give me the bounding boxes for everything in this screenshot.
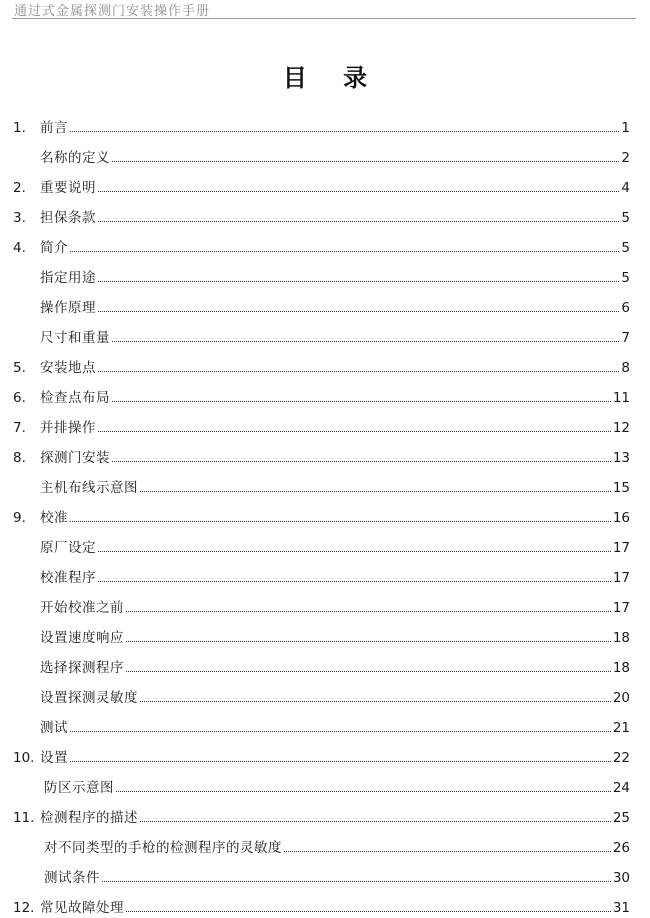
- toc-entry-label: 选择探测程序: [40, 660, 124, 676]
- dot-leader: [112, 161, 619, 162]
- toc-entry-number: 9.: [13, 510, 26, 526]
- toc-entry-page-number: 8: [621, 360, 630, 376]
- dot-leader: [98, 431, 611, 432]
- toc-entry[interactable]: [0, 448, 650, 468]
- toc-entry-number: 11.: [13, 810, 35, 826]
- header-rule: [12, 18, 636, 19]
- toc-entry-label: 测试: [40, 720, 68, 736]
- toc-entry-number: 3.: [13, 210, 26, 226]
- dot-leader: [98, 221, 619, 222]
- toc-entry-page-number: 31: [612, 900, 630, 916]
- toc-entry-page-number: 15: [612, 480, 630, 496]
- toc-entry-page-number: 13: [612, 450, 630, 466]
- toc-entry[interactable]: [0, 628, 650, 648]
- toc-entry-label: 主机布线示意图: [40, 480, 138, 496]
- toc-entry-label: 开始校准之前: [40, 600, 124, 616]
- toc-entry-label: 设置: [40, 750, 68, 766]
- toc-entry-label: 安装地点: [40, 360, 96, 376]
- dot-leader: [98, 581, 611, 582]
- dot-leader: [140, 701, 611, 702]
- toc-entry-number: 7.: [13, 420, 26, 436]
- toc-entry-page-number: 5: [621, 270, 630, 286]
- toc-entry-page-number: 7: [621, 330, 630, 346]
- toc-entry-number: 1.: [13, 120, 26, 136]
- dot-leader: [116, 791, 611, 792]
- toc-entry-page-number: 11: [612, 390, 630, 406]
- toc-entry-page-number: 2: [621, 150, 630, 166]
- toc-entry-label: 简介: [40, 240, 68, 256]
- toc-entry-label: 重要说明: [40, 180, 96, 196]
- dot-leader: [112, 401, 611, 402]
- toc-entry[interactable]: [0, 298, 650, 318]
- toc-entry-number: 10.: [13, 750, 35, 766]
- dot-leader: [112, 461, 611, 462]
- dot-leader: [126, 671, 611, 672]
- toc-entry-label: 设置探测灵敏度: [40, 690, 138, 706]
- dot-leader: [98, 371, 619, 372]
- toc-entry[interactable]: [0, 268, 650, 288]
- dot-leader: [140, 821, 611, 822]
- toc-entry[interactable]: [0, 598, 650, 618]
- toc-entry-page-number: 17: [612, 570, 630, 586]
- toc-entry[interactable]: [0, 898, 650, 918]
- toc-entry[interactable]: [0, 868, 650, 888]
- dot-leader: [70, 731, 611, 732]
- toc-entry[interactable]: [0, 118, 650, 138]
- page-title: 目 录: [282, 64, 382, 92]
- toc-entry[interactable]: [0, 328, 650, 348]
- dot-leader: [70, 521, 611, 522]
- toc-entry-page-number: 17: [612, 540, 630, 556]
- dot-leader: [98, 551, 611, 552]
- toc-entry[interactable]: [0, 838, 650, 858]
- toc-entry-label: 测试条件: [44, 870, 100, 886]
- toc-entry[interactable]: [0, 508, 650, 528]
- toc-entry-label: 担保条款: [40, 210, 96, 226]
- toc-entry-label: 前言: [40, 120, 68, 136]
- toc-entry[interactable]: [0, 658, 650, 678]
- toc-entry[interactable]: [0, 688, 650, 708]
- toc-entry[interactable]: [0, 178, 650, 198]
- dot-leader: [140, 491, 611, 492]
- toc-entry-label: 校准程序: [40, 570, 96, 586]
- toc-entry-page-number: 4: [621, 180, 630, 196]
- dot-leader: [126, 911, 611, 912]
- dot-leader: [126, 611, 611, 612]
- toc-entry-label: 常见故障处理: [40, 900, 124, 916]
- toc-entry[interactable]: [0, 778, 650, 798]
- toc-entry-page-number: 30: [612, 870, 630, 886]
- dot-leader: [98, 281, 619, 282]
- toc-entry[interactable]: [0, 568, 650, 588]
- toc-entry-page-number: 18: [612, 660, 630, 676]
- toc-entry[interactable]: [0, 538, 650, 558]
- dot-leader: [102, 881, 611, 882]
- toc-entry[interactable]: [0, 208, 650, 228]
- toc-entry[interactable]: [0, 238, 650, 258]
- toc-entry[interactable]: [0, 808, 650, 828]
- dot-leader: [70, 131, 619, 132]
- toc-entry-page-number: 17: [612, 600, 630, 616]
- toc-entry-label: 对不同类型的手枪的检测程序的灵敏度: [44, 840, 282, 856]
- toc-entry-page-number: 5: [621, 210, 630, 226]
- toc-entry[interactable]: [0, 388, 650, 408]
- toc-entry[interactable]: [0, 358, 650, 378]
- dot-leader: [126, 641, 611, 642]
- toc-entry-page-number: 26: [612, 840, 630, 856]
- running-header: 通过式金属探测门安装操作手册: [14, 4, 211, 19]
- toc-entry-page-number: 25: [612, 810, 630, 826]
- toc-entry-number: 6.: [13, 390, 26, 406]
- dot-leader: [70, 761, 611, 762]
- dot-leader: [98, 311, 619, 312]
- toc-entry-page-number: 18: [612, 630, 630, 646]
- toc-entry-number: 2.: [13, 180, 26, 196]
- toc-entry-label: 探测门安装: [40, 450, 110, 466]
- toc-entry-label: 尺寸和重量: [40, 330, 110, 346]
- toc-entry-page-number: 24: [612, 780, 630, 796]
- dot-leader: [98, 191, 619, 192]
- toc-entry-page-number: 16: [612, 510, 630, 526]
- toc-entry-label: 检测程序的描述: [40, 810, 138, 826]
- toc-entry-number: 4.: [13, 240, 26, 256]
- toc-entry-number: 12.: [13, 900, 35, 916]
- toc-entry-label: 设置速度响应: [40, 630, 124, 646]
- toc-entry-page-number: 22: [612, 750, 630, 766]
- toc-entry[interactable]: [0, 148, 650, 168]
- toc-entry[interactable]: [0, 748, 650, 768]
- dot-leader: [70, 251, 619, 252]
- toc-entry-page-number: 6: [621, 300, 630, 316]
- toc-entry-label: 校准: [40, 510, 68, 526]
- toc-entry-page-number: 20: [612, 690, 630, 706]
- toc-entry[interactable]: [0, 718, 650, 738]
- toc-entry-page-number: 21: [612, 720, 630, 736]
- toc-entry-number: 5.: [13, 360, 26, 376]
- toc-entry[interactable]: [0, 478, 650, 498]
- toc-entry-label: 名称的定义: [40, 150, 110, 166]
- toc-entry[interactable]: [0, 418, 650, 438]
- dot-leader: [112, 341, 619, 342]
- toc-entry-label: 指定用途: [40, 270, 96, 286]
- toc-entry-page-number: 1: [621, 120, 630, 136]
- toc-entry-label: 操作原理: [40, 300, 96, 316]
- toc-entry-label: 并排操作: [40, 420, 96, 436]
- toc-entry-label: 防区示意图: [44, 780, 114, 796]
- toc-entry-page-number: 5: [621, 240, 630, 256]
- toc-entry-page-number: 12: [612, 420, 630, 436]
- dot-leader: [284, 851, 611, 852]
- toc-entry-label: 检查点布局: [40, 390, 110, 406]
- toc-entry-label: 原厂设定: [40, 540, 96, 556]
- toc-entry-number: 8.: [13, 450, 26, 466]
